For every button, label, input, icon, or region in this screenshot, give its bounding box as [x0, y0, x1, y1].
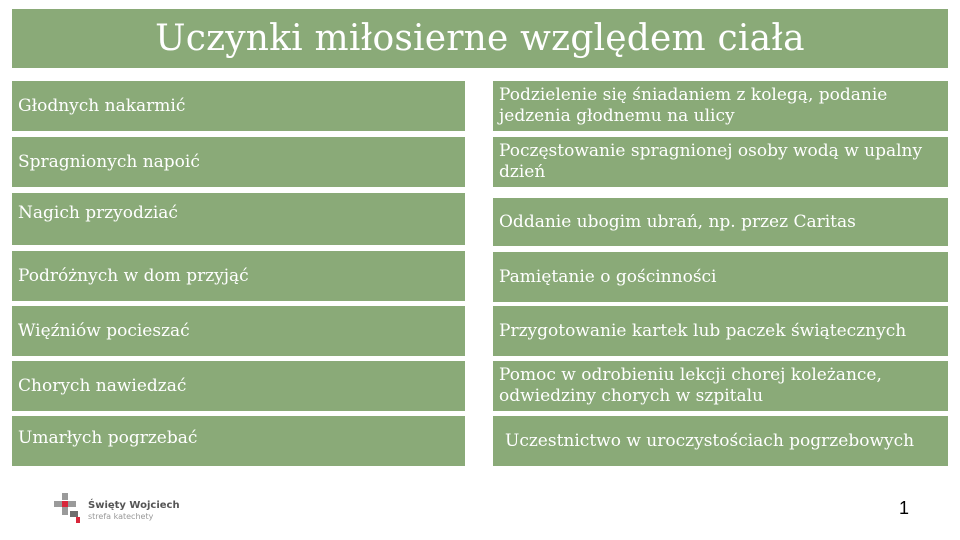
- table-row-left-1: [12, 81, 465, 131]
- cell-text: Więźniów pocieszać: [18, 320, 190, 341]
- table-row-left-3: [12, 193, 465, 245]
- table-row-right-3: [493, 198, 948, 246]
- table-row-right-1: [493, 81, 948, 131]
- table-row-left-2: [12, 137, 465, 187]
- cell-text: Poczęstowanie spragnionej osoby wodą w upalny dzień: [499, 141, 923, 182]
- cell-text: Pamiętanie o gościnności: [499, 266, 717, 287]
- table-row-right-7: [493, 416, 948, 466]
- cell-text: Spragnionych napoić: [18, 151, 200, 172]
- cell-text: Głodnych nakarmić: [18, 95, 186, 116]
- cell-text: Przygotowanie kartek lub paczek świątecznych: [499, 320, 907, 341]
- cell-text: Umarłych pogrzebać: [18, 428, 198, 448]
- cell-text: Podzielenie się śniadaniem z kolegą, podanie jedzenia głodnemu na ulicy: [499, 85, 888, 126]
- table-row-right-2: [493, 137, 948, 187]
- table-row-left-5: [12, 306, 465, 356]
- table-row-right-6: [493, 361, 948, 411]
- cell-text: Pomoc w odrobieniu lekcji chorej koleżance, odwiedziny chorych w szpitalu: [499, 365, 882, 406]
- page-number: 1: [899, 498, 910, 518]
- table-row-left-4: [12, 251, 465, 301]
- cell-text: Chorych nawiedzać: [18, 375, 187, 396]
- table-row-right-4: [493, 252, 948, 302]
- cell-text: Nagich przyodziać: [18, 203, 178, 223]
- cell-text: Podróżnych w dom przyjąć: [18, 265, 249, 286]
- table-row-right-5: [493, 306, 948, 356]
- logo-subtitle: strefa katechety: [88, 512, 154, 521]
- logo-name: Święty Wojciech: [88, 500, 180, 511]
- cell-text: Uczestnictwo w uroczystościach pogrzebowych: [505, 430, 915, 451]
- cell-text: Oddanie ubogim ubrań, np. przez Caritas: [499, 211, 856, 232]
- slide-title: Uczynki miłosierne względem ciała: [12, 9, 948, 68]
- table-row-left-7: [12, 416, 465, 466]
- table-row-left-6: [12, 361, 465, 411]
